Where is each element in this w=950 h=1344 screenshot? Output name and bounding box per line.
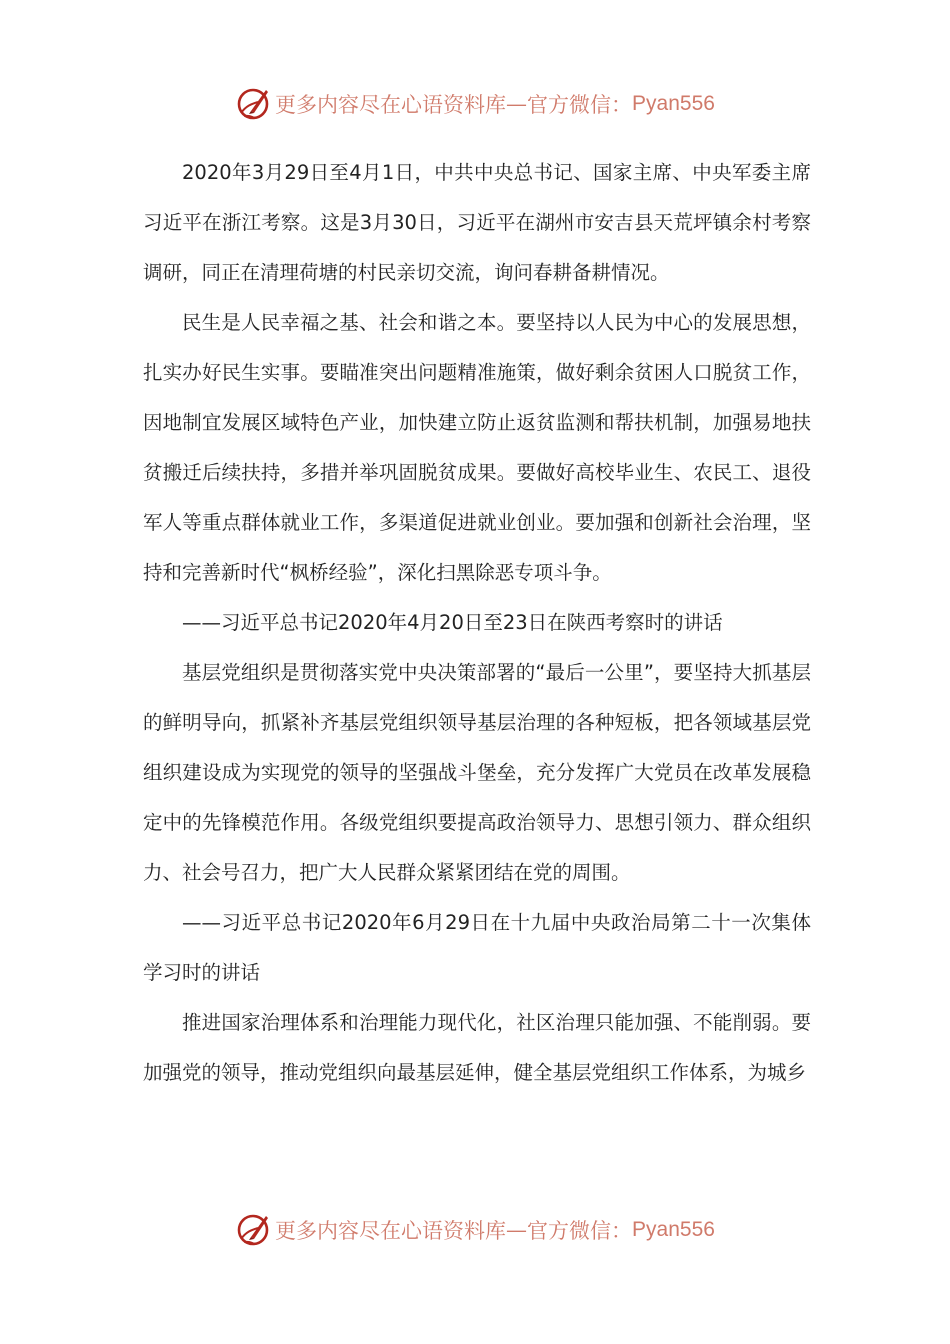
wechat-id: Pyan556 [632, 1218, 715, 1241]
paragraph: 推进国家治理体系和治理能力现代化，社区治理只能加强、不能削弱。要加强党的领导，推动党组织向最基层延伸，健全基层党组织工作体系，为城乡 [143, 1011, 811, 1084]
paragraph: 基层党组织是贯彻落实党中央决策部署的“最后一公里”，要坚持大抓基层的鲜明导向，抓紧补齐基层党组织领导基层治理的各种短板，把各领域基层党组织建设成为实现党的领导的坚强战斗堡垒，充分发挥广大党员在改革发展稳定中的先锋模范作用。各级党组织要提高政治领导力、思想引领力、群众组织力、社会号召力，把广大人民群众紧紧团结在党的周围。 [143, 661, 811, 884]
brand-text: 更多内容尽在心语资料库 [275, 93, 507, 117]
footer-banner [0, 1210, 950, 1250]
banner-separator: — [506, 92, 528, 116]
brand-text: 更多内容尽在心语资料库 [275, 1219, 507, 1243]
article-body [143, 148, 811, 1098]
paragraph: 2020年3月29日至4月1日，中共中央总书记、国家主席、中央军委主席习近平在浙江考察。这是3月30日，习近平在湖州市安吉县天荒坪镇余村考察调研，同正在清理荷塘的村民亲切交流，询问春耕备耕情况。 [143, 161, 811, 284]
speech-citation: ——习近平总书记2020年6月29日在十九届中央政治局第二十一次集体学习时的讲话 [143, 911, 811, 984]
wechat-label: 官方微信： [527, 1219, 633, 1243]
header-banner [0, 84, 950, 124]
pen-logo-icon [235, 1212, 271, 1248]
paragraph: 民生是人民幸福之基、社会和谐之本。要坚持以人民为中心的发展思想，扎实办好民生实事。要瞄准突出问题精准施策，做好剩余贫困人口脱贫工作，因地制宜发展区域特色产业，加快建立防止返贫监测和帮扶机制，加强易地扶贫搬迁后续扶持，多措并举巩固脱贫成果。要做好高校毕业生、农民工、退役军人等重点群体就业工作，多渠道促进就业创业。要加强和创新社会治理，坚持和完善新时代“枫桥经验”，深化扫黑除恶专项斗争。 [143, 311, 811, 584]
banner-separator: — [506, 1218, 528, 1242]
wechat-label: 官方微信： [527, 93, 633, 117]
wechat-id: Pyan556 [632, 92, 715, 115]
pen-logo-icon [235, 86, 271, 122]
speech-citation: ——习近平总书记2020年4月20日至23日在陕西考察时的讲话 [182, 611, 723, 634]
